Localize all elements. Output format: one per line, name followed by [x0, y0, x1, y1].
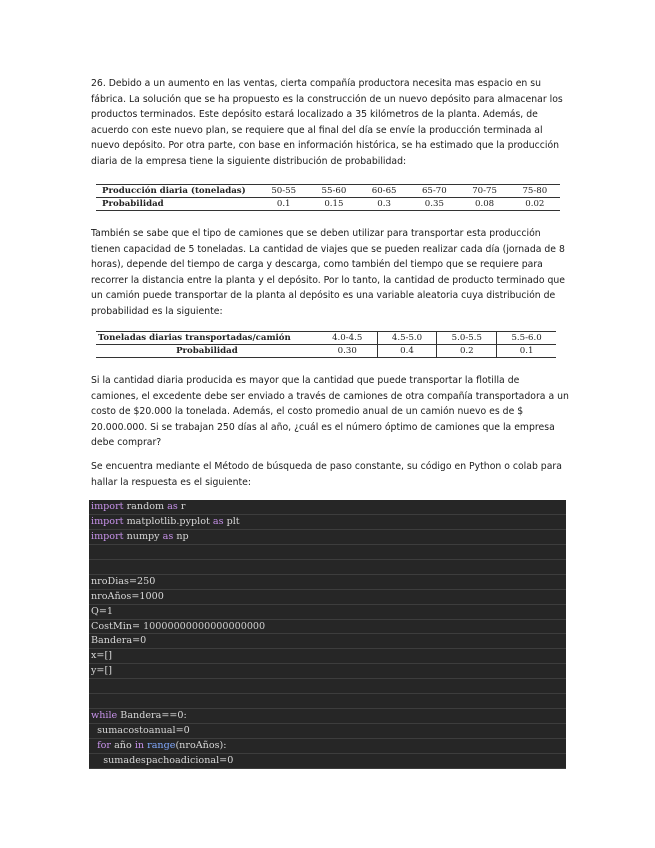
code-line — [89, 530, 566, 545]
code-line — [89, 590, 566, 605]
table-header-production: Producción diaria (toneladas) — [96, 185, 259, 198]
table-cell: 0.2 — [437, 345, 497, 358]
production-distribution-table — [96, 184, 560, 211]
table-row — [96, 198, 560, 211]
table-row — [96, 332, 556, 345]
code-line — [89, 545, 566, 560]
table-cell: 0.02 — [525, 199, 545, 209]
code-token: random — [123, 501, 168, 512]
problem-intro: 26. Debido a un aumento en las ventas, cierta compañía productora necesita mas espacio en su fábrica. La solución que se ha propuesto es la construcción de un nuevo depósito para almacenar los productos terminados. Este depósito estará localizado a 35 kilómetros de la planta. Además, de acuerdo con este nuevo plan, se requiere que al final del día se envíe la producción terminada al nuevo depósito. Por otra parte, con base en información histórica, se ha estimado que la producción diaria de la empresa tiene la siguiente distribución de probabilidad: — [91, 78, 563, 167]
code-token: import — [91, 501, 124, 512]
table-cell: 0.15 — [324, 199, 344, 209]
code-token: as — [162, 530, 174, 542]
code-token: año — [111, 740, 135, 751]
code-line — [89, 500, 566, 515]
table-cell: 5.5-6.0 — [497, 332, 556, 345]
code-line — [89, 620, 566, 635]
code-line — [89, 560, 566, 575]
code-token: CostMin= — [91, 620, 144, 632]
code-line — [89, 515, 566, 530]
code-token: in — [134, 740, 145, 751]
table-header-probability: Probabilidad — [176, 346, 238, 356]
table-cell: 4.0-4.5 — [318, 332, 377, 345]
code-line — [89, 664, 566, 679]
table-row — [96, 185, 560, 198]
code-token: sumadespachoadicional=0 — [91, 754, 234, 766]
table-cell: 0.3 — [377, 199, 391, 209]
code-token: as — [167, 501, 178, 512]
table-cell: 70-75 — [459, 185, 509, 198]
code-token: Bandera==0: — [117, 710, 187, 722]
code-token: nroDias=250 — [91, 575, 156, 587]
code-token: (nroAños): — [175, 740, 227, 751]
code-line — [89, 634, 566, 649]
code-block[interactable] — [89, 500, 566, 769]
code-line — [89, 605, 566, 620]
code-token: range — [147, 740, 176, 751]
code-line — [89, 694, 566, 709]
code-token: np — [173, 530, 189, 542]
code-line — [89, 649, 566, 664]
code-token: x=[] — [91, 650, 112, 662]
table-cell: 0.35 — [424, 199, 444, 209]
table-cell: 0.4 — [377, 345, 437, 358]
code-line — [89, 709, 566, 724]
code-token: r — [177, 501, 186, 512]
code-line — [89, 575, 566, 590]
table-cell: 0.30 — [318, 345, 377, 358]
code-token: matplotlib.pyplot — [123, 515, 213, 527]
code-token: y=[] — [91, 665, 112, 677]
table-cell: 60-65 — [359, 185, 409, 198]
table-cell: 4.5-5.0 — [377, 332, 437, 345]
code-token: numpy — [123, 530, 163, 542]
code-token: plt — [223, 515, 240, 527]
code-token: nroAños=1000 — [91, 590, 164, 602]
table-cell: 65-70 — [409, 185, 459, 198]
question-paragraph: Si la cantidad diaria producida es mayor que la cantidad que puede transportar la flotilla de camiones, el excedente debe ser enviado a través de camiones de otra compañía transportadora a un costo de $20.000 la tonelada. Además, el costo promedio anual de un camión nuevo es de $ 20.000.000. Si se trabajan 250 días al año, ¿cuál es el número óptimo de camiones que la empresa debe comprar? — [91, 375, 569, 449]
table-cell: 0.08 — [475, 199, 495, 209]
code-line — [89, 724, 566, 739]
table-cell: 50-55 — [259, 185, 309, 198]
table-header-tons: Toneladas diarias transportadas/camión — [96, 332, 318, 345]
method-paragraph: Se encuentra mediante el Método de búsqueda de paso constante, su código en Python o colab para hallar la respuesta es el siguiente: — [91, 461, 562, 488]
code-token: import — [91, 515, 124, 527]
code-token: import — [91, 530, 124, 542]
table-cell: 5.0-5.5 — [437, 332, 497, 345]
table-cell: 55-60 — [309, 185, 359, 198]
code-line — [89, 739, 566, 754]
table-cell: 0.1 — [276, 199, 291, 209]
table-cell: 75-80 — [510, 185, 560, 198]
code-token: Q=1 — [91, 605, 114, 617]
table-row — [96, 345, 556, 358]
table-header-probability: Probabilidad — [102, 199, 164, 209]
code-token: while — [91, 710, 118, 722]
truck-distribution-table — [96, 331, 556, 358]
table-cell: 0.1 — [519, 346, 534, 356]
code-token: Bandera=0 — [91, 635, 147, 647]
code-token: 10000000000000000000 — [143, 620, 266, 632]
code-line — [89, 754, 566, 769]
code-token: for — [97, 740, 112, 751]
code-line — [89, 679, 566, 694]
code-token: sumacostoanual=0 — [91, 725, 190, 737]
code-token: as — [212, 515, 224, 527]
trucks-paragraph: También se sabe que el tipo de camiones que se deben utilizar para transportar esta producción tienen capacidad de 5 toneladas. La cantidad de viajes que se pueden realizar cada día (jornada de 8 horas), depende del tiempo de carga y descarga, como también del tiempo que se requiere para recorrer la distancia entre la planta y el depósito. Por lo tanto, la cantidad de producto terminado que un camión puede transportar de la planta al depósito es una variable aleatoria cuya distribución de probabilidad es la siguiente: — [91, 228, 565, 317]
